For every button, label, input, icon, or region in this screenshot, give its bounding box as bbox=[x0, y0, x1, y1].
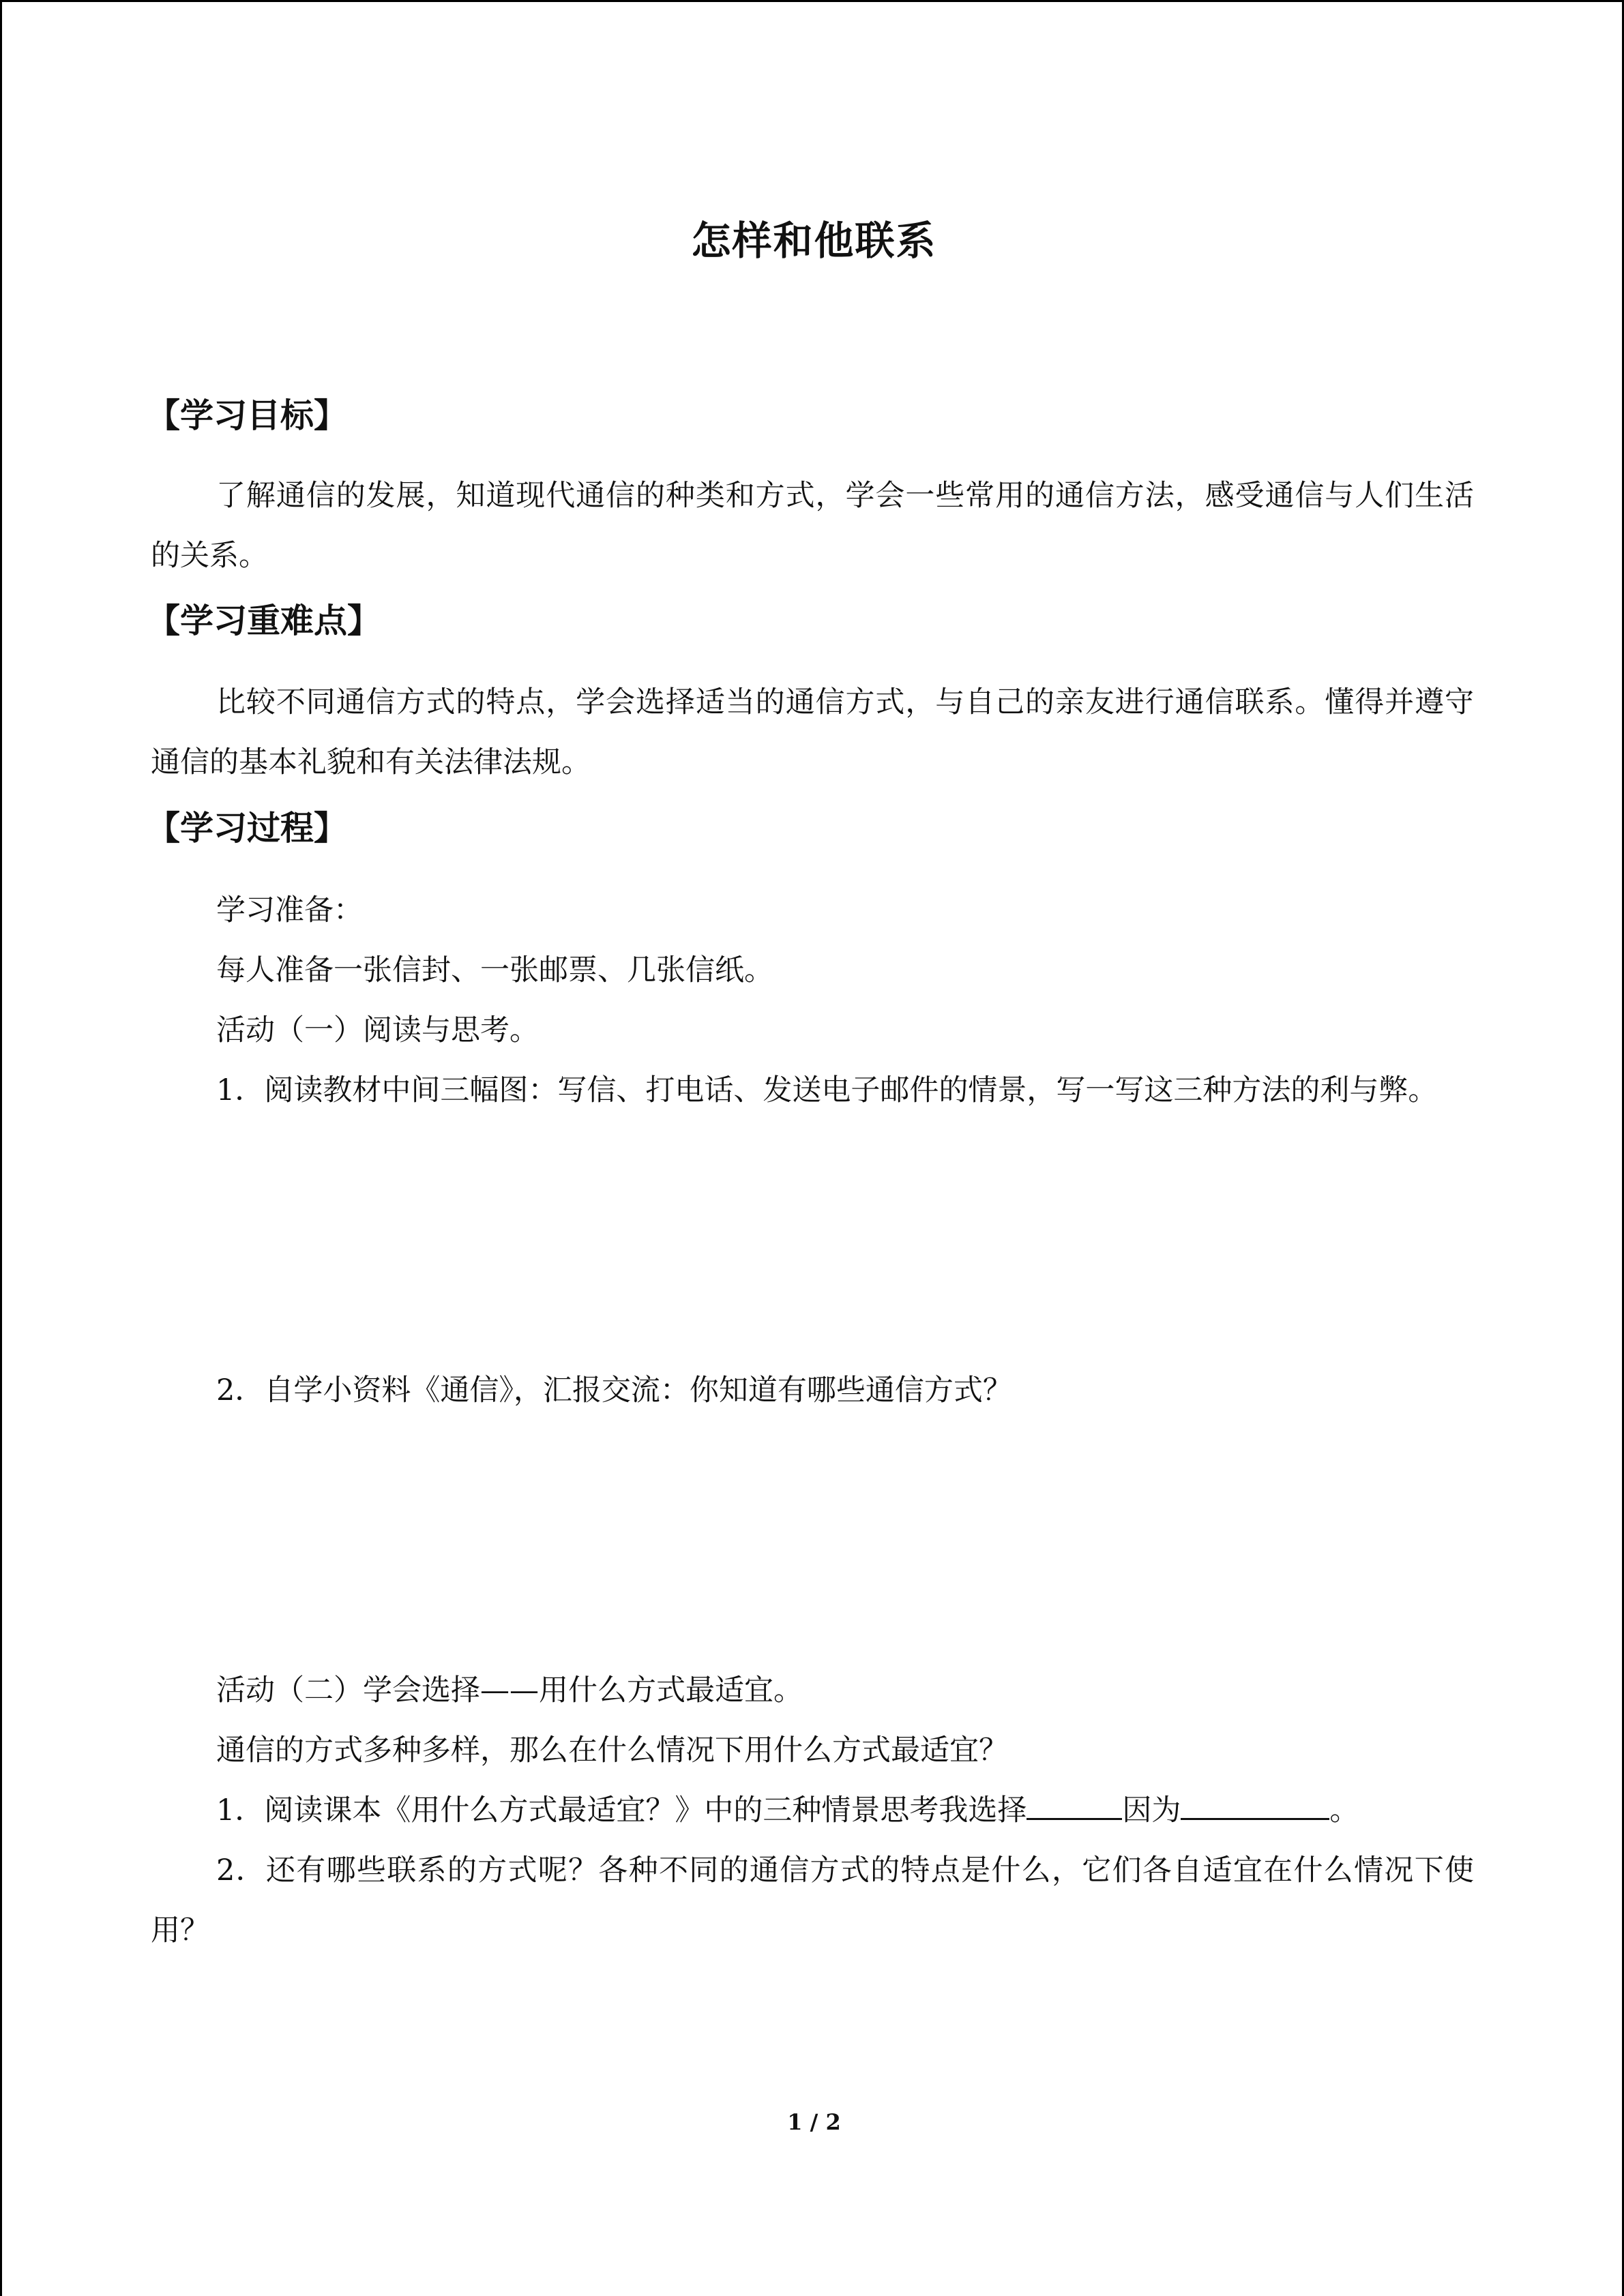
activity1-question-2: 2．自学小资料《通信》，汇报交流：你知道有哪些通信方式？ bbox=[216, 1373, 1012, 1407]
document-title: 怎样和他联系 bbox=[691, 218, 937, 264]
prep-label: 学习准备： bbox=[216, 893, 363, 927]
page-number: 1 / 2 bbox=[787, 2109, 841, 2135]
activity2-intro: 通信的方式多种多样，那么在什么情况下用什么方式最适宜？ bbox=[216, 1733, 1008, 1768]
answer-blank-reason[interactable] bbox=[1181, 1788, 1329, 1820]
activity2-title: 活动（二）学会选择——用什么方式最适宜。 bbox=[216, 1673, 803, 1708]
activity2-question-1 bbox=[216, 1780, 1359, 1840]
activity1-question-1: 1．阅读教材中间三幅图：写信、打电话、发送电子邮件的情景，写一写这三种方法的利与弊。 bbox=[216, 1073, 1438, 1107]
question-1-prefix: 1．阅读课本《用什么方式最适宜？》中的三种情景思考我选择 bbox=[216, 1793, 1027, 1828]
heading-learning-goals: 【学习目标】 bbox=[147, 396, 348, 435]
heading-learning-process: 【学习过程】 bbox=[147, 809, 348, 848]
heading-key-points: 【学习重难点】 bbox=[147, 601, 381, 640]
activity2-question-2: 2．还有哪些联系的方式呢？各种不同的通信方式的特点是什么，它们各自适宜在什么情况下使用？ bbox=[151, 1853, 1474, 1948]
question-1-because: 因为 bbox=[1122, 1793, 1181, 1828]
activity1-title: 活动（一）阅读与思考。 bbox=[216, 1013, 539, 1047]
key-points-text: 比较不同通信方式的特点，学会选择适当的通信方式，与自己的亲友进行通信联系。懂得并遵守通信的基本礼貌和有关法律法规。 bbox=[151, 685, 1474, 779]
answer-blank-choice[interactable] bbox=[1027, 1788, 1122, 1820]
question-1-end: 。 bbox=[1329, 1793, 1359, 1828]
learning-goals-text: 了解通信的发展，知道现代通信的种类和方式，学会一些常用的通信方法，感受通信与人们生活的关系。 bbox=[151, 479, 1474, 573]
prep-text: 每人准备一张信封、一张邮票、几张信纸。 bbox=[216, 953, 773, 987]
